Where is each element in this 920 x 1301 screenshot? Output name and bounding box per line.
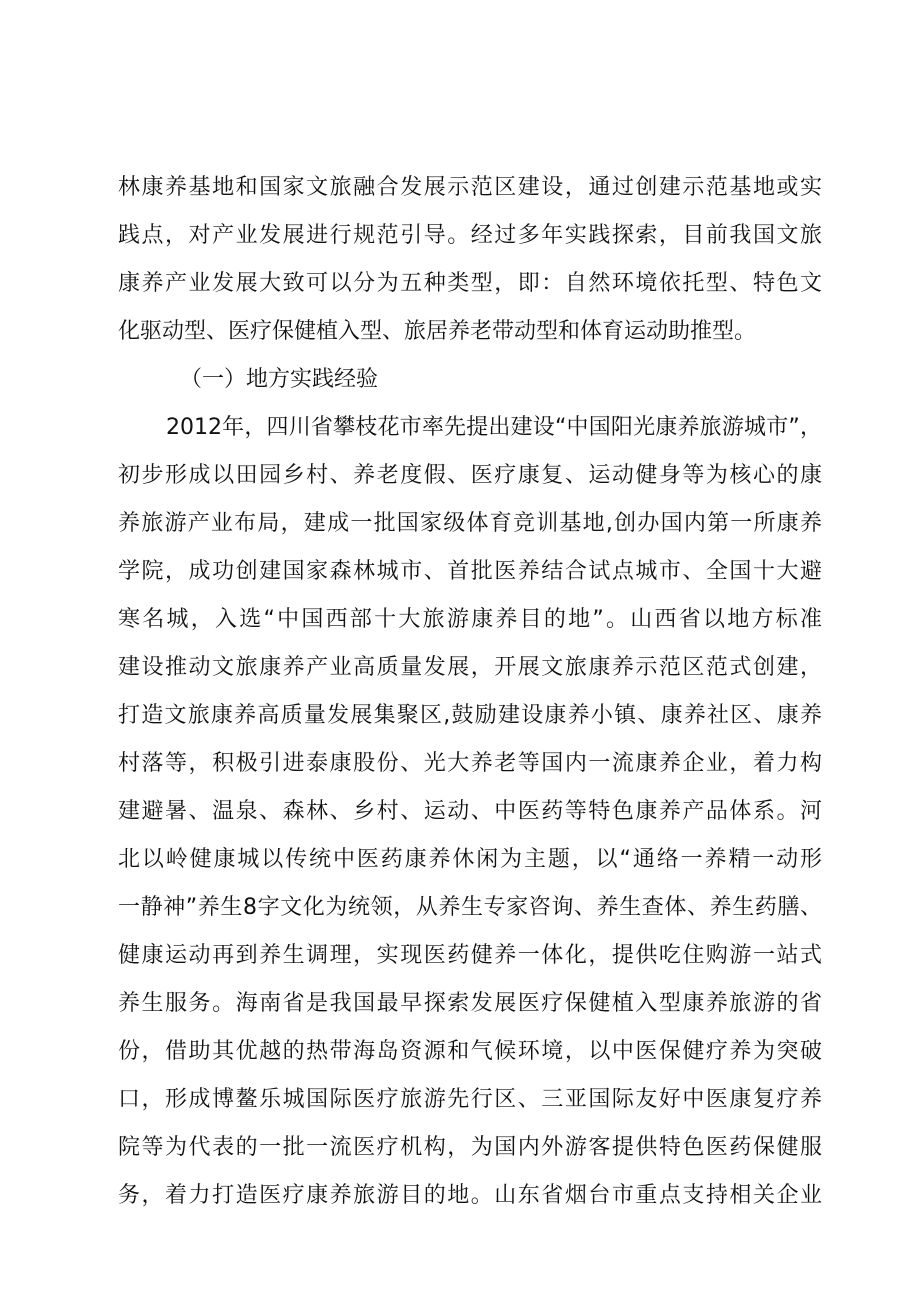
body-text [118,164,822,1220]
paragraph-line: 林康养基地和国家文旅融合发展示范区建设，通过创建示范基地或实 [118,175,822,200]
paragraph-line: 口，形成博鳌乐城国际医疗旅游先行区、三亚国际友好中医康复疗养 [118,1087,822,1112]
paragraph-line: 寒名城，入选“中国西部十大旅游康养目的地”。山西省以地方标准 [118,607,822,632]
paragraph-line: 建避暑、温泉、森林、乡村、运动、中医药等特色康养产品体系。河 [118,799,822,824]
paragraph-line: 村落等，积极引进泰康股份、光大养老等国内一流康养企业，着力构 [118,751,822,776]
paragraph-line: 打造文旅康养高质量发展集聚区,鼓励建设康养小镇、康养社区、康养 [118,703,822,728]
paragraph-line: 院等为代表的一批一流医疗机构，为国内外游客提供特色医药保健服 [118,1135,822,1160]
paragraph-line: 化驱动型、医疗保健植入型、旅居养老带动型和体育运动助推型。 [118,319,757,344]
paragraph-line: 份，借助其优越的热带海岛资源和气候环境，以中医保健疗养为突破 [118,1039,822,1064]
section-heading: （一）地方实践经验 [180,367,379,392]
paragraph-line: 养旅游产业布局，建成一批国家级体育竞训基地,创办国内第一所康养 [118,511,822,536]
paragraph-line: 践点，对产业发展进行规范引导。经过多年实践探索，目前我国文旅 [118,223,822,248]
paragraph-line: 初步形成以田园乡村、养老度假、医疗康复、运动健身等为核心的康 [118,463,822,488]
paragraph-line: 养生服务。海南省是我国最早探索发展医疗保健植入型康养旅游的省 [118,991,822,1016]
paragraph-line: 一静神”养生8字文化为统领，从养生专家咨询、养生查体、养生药膳、 [118,895,822,920]
paragraph-line: 建设推动文旅康养产业高质量发展，开展文旅康养示范区范式创建， [118,655,822,680]
paragraph-line: 康养产业发展大致可以分为五种类型，即：自然环境依托型、特色文 [118,271,822,296]
paragraph-line: 北以岭健康城以传统中医药康养休闲为主题，以“通络一养精一动形 [118,847,822,872]
paragraph-line: 健康运动再到养生调理，实现医药健养一体化，提供吃住购游一站式 [118,943,822,968]
paragraph-line: 2012年，四川省攀枝花市率先提出建设“中国阳光康养旅游城市”， [166,415,822,440]
paragraph-line: 学院，成功创建国家森林城市、首批医养结合试点城市、全国十大避 [118,559,822,584]
paragraph-line: 务，着力打造医疗康养旅游目的地。山东省烟台市重点支持相关企业 [118,1183,822,1208]
